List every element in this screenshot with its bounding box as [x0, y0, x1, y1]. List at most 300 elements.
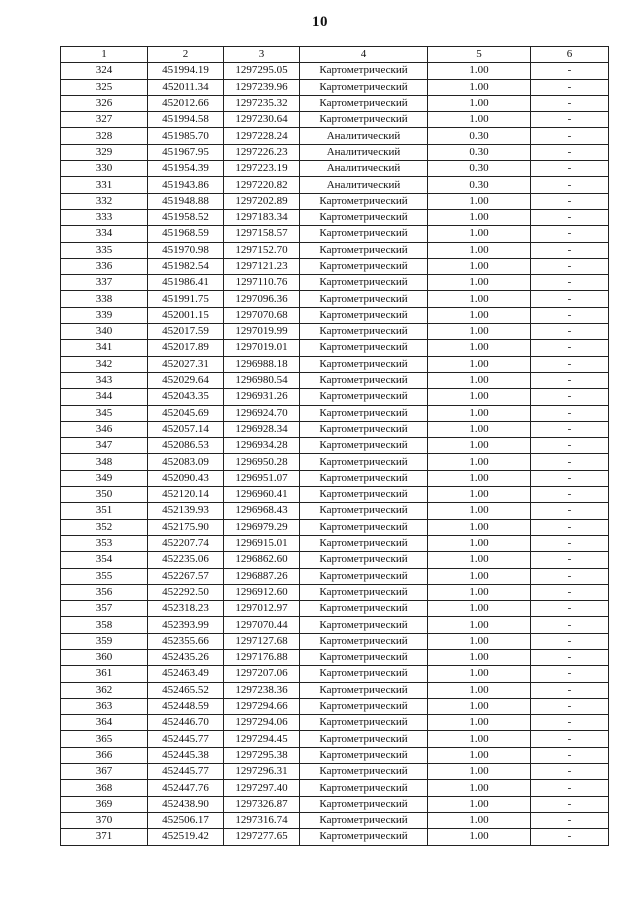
cell-point-number: 344	[61, 389, 148, 405]
cell-note: -	[531, 63, 609, 79]
cell-method: Картометрический	[300, 617, 428, 633]
cell-x-coordinate: 452448.59	[148, 698, 224, 714]
cell-y-coordinate: 1297183.34	[224, 209, 300, 225]
table-row	[61, 780, 609, 796]
cell-point-number: 336	[61, 258, 148, 274]
table-row	[61, 535, 609, 551]
cell-accuracy: 0.30	[428, 144, 531, 160]
cell-point-number: 325	[61, 79, 148, 95]
cell-y-coordinate: 1296968.43	[224, 503, 300, 519]
table-body	[61, 63, 609, 845]
cell-note: -	[531, 307, 609, 323]
cell-method: Картометрический	[300, 242, 428, 258]
cell-accuracy: 1.00	[428, 193, 531, 209]
cell-note: -	[531, 95, 609, 111]
cell-method: Картометрический	[300, 226, 428, 242]
cell-point-number: 368	[61, 780, 148, 796]
cell-method: Картометрический	[300, 340, 428, 356]
coordinates-table	[60, 46, 609, 846]
cell-note: -	[531, 666, 609, 682]
cell-note: -	[531, 209, 609, 225]
cell-x-coordinate: 452393.99	[148, 617, 224, 633]
cell-accuracy: 1.00	[428, 209, 531, 225]
cell-x-coordinate: 451991.75	[148, 291, 224, 307]
cell-x-coordinate: 451986.41	[148, 275, 224, 291]
cell-point-number: 357	[61, 601, 148, 617]
cell-method: Картометрический	[300, 63, 428, 79]
cell-y-coordinate: 1296979.29	[224, 519, 300, 535]
cell-x-coordinate: 451967.95	[148, 144, 224, 160]
cell-y-coordinate: 1297096.36	[224, 291, 300, 307]
cell-x-coordinate: 452355.66	[148, 633, 224, 649]
table-row	[61, 372, 609, 388]
cell-note: -	[531, 487, 609, 503]
cell-accuracy: 1.00	[428, 812, 531, 828]
cell-point-number: 328	[61, 128, 148, 144]
cell-note: -	[531, 389, 609, 405]
cell-method: Картометрический	[300, 552, 428, 568]
cell-note: -	[531, 796, 609, 812]
cell-x-coordinate: 452083.09	[148, 454, 224, 470]
cell-y-coordinate: 1297176.88	[224, 649, 300, 665]
cell-point-number: 361	[61, 666, 148, 682]
cell-accuracy: 1.00	[428, 617, 531, 633]
table-row	[61, 193, 609, 209]
cell-point-number: 327	[61, 112, 148, 128]
table-row	[61, 617, 609, 633]
cell-note: -	[531, 780, 609, 796]
cell-accuracy: 1.00	[428, 487, 531, 503]
cell-accuracy: 1.00	[428, 95, 531, 111]
cell-point-number: 360	[61, 649, 148, 665]
cell-x-coordinate: 452012.66	[148, 95, 224, 111]
cell-x-coordinate: 452017.89	[148, 340, 224, 356]
cell-y-coordinate: 1297296.31	[224, 764, 300, 780]
cell-accuracy: 1.00	[428, 405, 531, 421]
cell-accuracy: 1.00	[428, 258, 531, 274]
cell-note: -	[531, 584, 609, 600]
cell-point-number: 334	[61, 226, 148, 242]
cell-note: -	[531, 438, 609, 454]
cell-method: Картометрический	[300, 796, 428, 812]
cell-y-coordinate: 1296931.26	[224, 389, 300, 405]
cell-method: Картометрический	[300, 209, 428, 225]
cell-x-coordinate: 452445.77	[148, 731, 224, 747]
cell-point-number: 366	[61, 747, 148, 763]
table-row	[61, 307, 609, 323]
cell-x-coordinate: 451994.58	[148, 112, 224, 128]
cell-note: -	[531, 682, 609, 698]
cell-point-number: 337	[61, 275, 148, 291]
cell-method: Картометрический	[300, 470, 428, 486]
cell-y-coordinate: 1297158.57	[224, 226, 300, 242]
cell-accuracy: 1.00	[428, 698, 531, 714]
cell-x-coordinate: 451982.54	[148, 258, 224, 274]
cell-point-number: 362	[61, 682, 148, 698]
table-row	[61, 649, 609, 665]
cell-y-coordinate: 1297121.23	[224, 258, 300, 274]
cell-note: -	[531, 421, 609, 437]
cell-method: Картометрический	[300, 275, 428, 291]
cell-note: -	[531, 552, 609, 568]
cell-method: Картометрический	[300, 535, 428, 551]
table-row	[61, 405, 609, 421]
cell-method: Картометрический	[300, 307, 428, 323]
cell-y-coordinate: 1297294.45	[224, 731, 300, 747]
cell-y-coordinate: 1296928.34	[224, 421, 300, 437]
cell-accuracy: 1.00	[428, 242, 531, 258]
cell-x-coordinate: 452045.69	[148, 405, 224, 421]
cell-y-coordinate: 1297152.70	[224, 242, 300, 258]
cell-point-number: 356	[61, 584, 148, 600]
cell-y-coordinate: 1297226.23	[224, 144, 300, 160]
cell-y-coordinate: 1296988.18	[224, 356, 300, 372]
cell-accuracy: 1.00	[428, 829, 531, 845]
cell-method: Картометрический	[300, 764, 428, 780]
cell-x-coordinate: 452207.74	[148, 535, 224, 551]
cell-accuracy: 1.00	[428, 519, 531, 535]
cell-note: -	[531, 405, 609, 421]
column-header-2: 2	[148, 47, 224, 63]
cell-accuracy: 1.00	[428, 438, 531, 454]
cell-method: Картометрический	[300, 291, 428, 307]
cell-point-number: 349	[61, 470, 148, 486]
cell-point-number: 338	[61, 291, 148, 307]
cell-y-coordinate: 1297223.19	[224, 161, 300, 177]
cell-accuracy: 1.00	[428, 649, 531, 665]
cell-point-number: 345	[61, 405, 148, 421]
cell-point-number: 335	[61, 242, 148, 258]
cell-point-number: 359	[61, 633, 148, 649]
cell-point-number: 333	[61, 209, 148, 225]
cell-note: -	[531, 731, 609, 747]
cell-y-coordinate: 1297202.89	[224, 193, 300, 209]
cell-method: Картометрический	[300, 747, 428, 763]
cell-method: Картометрический	[300, 633, 428, 649]
column-header-4: 4	[300, 47, 428, 63]
cell-y-coordinate: 1297295.05	[224, 63, 300, 79]
cell-accuracy: 1.00	[428, 535, 531, 551]
cell-accuracy: 1.00	[428, 421, 531, 437]
cell-accuracy: 1.00	[428, 470, 531, 486]
cell-point-number: 329	[61, 144, 148, 160]
cell-point-number: 365	[61, 731, 148, 747]
cell-note: -	[531, 568, 609, 584]
table-row	[61, 389, 609, 405]
cell-note: -	[531, 242, 609, 258]
cell-x-coordinate: 451958.52	[148, 209, 224, 225]
cell-method: Картометрический	[300, 682, 428, 698]
header-row	[61, 47, 609, 63]
cell-accuracy: 1.00	[428, 731, 531, 747]
table-row	[61, 112, 609, 128]
cell-y-coordinate: 1297070.68	[224, 307, 300, 323]
cell-note: -	[531, 535, 609, 551]
cell-method: Картометрический	[300, 584, 428, 600]
cell-note: -	[531, 356, 609, 372]
cell-note: -	[531, 324, 609, 340]
cell-method: Картометрический	[300, 519, 428, 535]
cell-accuracy: 1.00	[428, 552, 531, 568]
cell-method: Картометрический	[300, 193, 428, 209]
cell-method: Картометрический	[300, 731, 428, 747]
cell-point-number: 346	[61, 421, 148, 437]
cell-accuracy: 1.00	[428, 372, 531, 388]
cell-method: Картометрический	[300, 356, 428, 372]
cell-note: -	[531, 79, 609, 95]
cell-point-number: 369	[61, 796, 148, 812]
cell-point-number: 363	[61, 698, 148, 714]
cell-y-coordinate: 1297297.40	[224, 780, 300, 796]
table-row	[61, 715, 609, 731]
table-row	[61, 340, 609, 356]
cell-point-number: 342	[61, 356, 148, 372]
cell-note: -	[531, 617, 609, 633]
cell-note: -	[531, 226, 609, 242]
cell-y-coordinate: 1297238.36	[224, 682, 300, 698]
table-row	[61, 584, 609, 600]
cell-note: -	[531, 177, 609, 193]
cell-method: Картометрический	[300, 95, 428, 111]
cell-y-coordinate: 1297326.87	[224, 796, 300, 812]
cell-x-coordinate: 452463.49	[148, 666, 224, 682]
cell-point-number: 354	[61, 552, 148, 568]
cell-point-number: 355	[61, 568, 148, 584]
cell-y-coordinate: 1297239.96	[224, 79, 300, 95]
cell-method: Картометрический	[300, 780, 428, 796]
cell-method: Картометрический	[300, 421, 428, 437]
cell-note: -	[531, 829, 609, 845]
cell-note: -	[531, 112, 609, 128]
cell-y-coordinate: 1297277.65	[224, 829, 300, 845]
column-header-1: 1	[61, 47, 148, 63]
table-row	[61, 698, 609, 714]
cell-y-coordinate: 1296950.28	[224, 454, 300, 470]
table-row	[61, 519, 609, 535]
table-row	[61, 568, 609, 584]
cell-note: -	[531, 470, 609, 486]
column-header-6: 6	[531, 47, 609, 63]
cell-accuracy: 1.00	[428, 747, 531, 763]
cell-method: Картометрический	[300, 503, 428, 519]
cell-y-coordinate: 1297070.44	[224, 617, 300, 633]
cell-x-coordinate: 451994.19	[148, 63, 224, 79]
cell-accuracy: 1.00	[428, 226, 531, 242]
cell-accuracy: 1.00	[428, 291, 531, 307]
cell-method: Картометрический	[300, 438, 428, 454]
table-row	[61, 177, 609, 193]
cell-point-number: 350	[61, 487, 148, 503]
cell-x-coordinate: 452017.59	[148, 324, 224, 340]
table-row	[61, 601, 609, 617]
cell-x-coordinate: 452447.76	[148, 780, 224, 796]
cell-y-coordinate: 1296915.01	[224, 535, 300, 551]
cell-method: Картометрический	[300, 454, 428, 470]
cell-x-coordinate: 452318.23	[148, 601, 224, 617]
table-row	[61, 226, 609, 242]
cell-method: Аналитический	[300, 128, 428, 144]
cell-x-coordinate: 452445.77	[148, 764, 224, 780]
table-row	[61, 731, 609, 747]
cell-x-coordinate: 452001.15	[148, 307, 224, 323]
cell-y-coordinate: 1297228.24	[224, 128, 300, 144]
cell-x-coordinate: 452519.42	[148, 829, 224, 845]
cell-point-number: 352	[61, 519, 148, 535]
table-row	[61, 796, 609, 812]
cell-accuracy: 1.00	[428, 764, 531, 780]
cell-y-coordinate: 1296951.07	[224, 470, 300, 486]
table-row	[61, 454, 609, 470]
table-row	[61, 438, 609, 454]
cell-note: -	[531, 519, 609, 535]
table-row	[61, 812, 609, 828]
cell-point-number: 341	[61, 340, 148, 356]
cell-y-coordinate: 1296912.60	[224, 584, 300, 600]
cell-y-coordinate: 1297220.82	[224, 177, 300, 193]
cell-y-coordinate: 1297110.76	[224, 275, 300, 291]
cell-accuracy: 1.00	[428, 568, 531, 584]
table-row	[61, 552, 609, 568]
cell-method: Картометрический	[300, 568, 428, 584]
cell-method: Картометрический	[300, 389, 428, 405]
table-row	[61, 682, 609, 698]
cell-method: Картометрический	[300, 829, 428, 845]
cell-x-coordinate: 452011.34	[148, 79, 224, 95]
cell-note: -	[531, 275, 609, 291]
cell-x-coordinate: 452175.90	[148, 519, 224, 535]
table-row	[61, 79, 609, 95]
cell-method: Картометрический	[300, 405, 428, 421]
cell-note: -	[531, 601, 609, 617]
cell-x-coordinate: 452235.06	[148, 552, 224, 568]
table-row	[61, 829, 609, 845]
cell-y-coordinate: 1297230.64	[224, 112, 300, 128]
cell-note: -	[531, 128, 609, 144]
cell-x-coordinate: 451948.88	[148, 193, 224, 209]
cell-note: -	[531, 812, 609, 828]
cell-point-number: 370	[61, 812, 148, 828]
table-row	[61, 666, 609, 682]
table-row	[61, 144, 609, 160]
cell-method: Картометрический	[300, 372, 428, 388]
cell-note: -	[531, 454, 609, 470]
cell-accuracy: 1.00	[428, 307, 531, 323]
table-row	[61, 95, 609, 111]
cell-x-coordinate: 452029.64	[148, 372, 224, 388]
cell-x-coordinate: 452120.14	[148, 487, 224, 503]
table-row	[61, 275, 609, 291]
cell-accuracy: 1.00	[428, 715, 531, 731]
cell-method: Картометрический	[300, 812, 428, 828]
column-header-3: 3	[224, 47, 300, 63]
cell-accuracy: 1.00	[428, 324, 531, 340]
table-row	[61, 747, 609, 763]
cell-point-number: 332	[61, 193, 148, 209]
cell-point-number: 343	[61, 372, 148, 388]
cell-note: -	[531, 372, 609, 388]
table-row	[61, 324, 609, 340]
table-row	[61, 503, 609, 519]
cell-y-coordinate: 1297012.97	[224, 601, 300, 617]
cell-note: -	[531, 161, 609, 177]
cell-x-coordinate: 452086.53	[148, 438, 224, 454]
table-header	[61, 47, 609, 63]
cell-accuracy: 1.00	[428, 503, 531, 519]
table-row	[61, 291, 609, 307]
cell-y-coordinate: 1297127.68	[224, 633, 300, 649]
cell-method: Картометрический	[300, 258, 428, 274]
cell-method: Картометрический	[300, 112, 428, 128]
cell-note: -	[531, 764, 609, 780]
cell-point-number: 347	[61, 438, 148, 454]
cell-accuracy: 0.30	[428, 177, 531, 193]
cell-method: Картометрический	[300, 324, 428, 340]
cell-point-number: 351	[61, 503, 148, 519]
cell-y-coordinate: 1296862.60	[224, 552, 300, 568]
cell-method: Картометрический	[300, 715, 428, 731]
cell-method: Картометрический	[300, 666, 428, 682]
cell-x-coordinate: 452506.17	[148, 812, 224, 828]
cell-x-coordinate: 451985.70	[148, 128, 224, 144]
cell-point-number: 348	[61, 454, 148, 470]
cell-note: -	[531, 503, 609, 519]
table-row	[61, 63, 609, 79]
cell-accuracy: 1.00	[428, 633, 531, 649]
cell-accuracy: 1.00	[428, 666, 531, 682]
cell-x-coordinate: 451954.39	[148, 161, 224, 177]
cell-x-coordinate: 452292.50	[148, 584, 224, 600]
cell-method: Картометрический	[300, 601, 428, 617]
cell-note: -	[531, 291, 609, 307]
table-row	[61, 242, 609, 258]
cell-accuracy: 1.00	[428, 63, 531, 79]
cell-point-number: 339	[61, 307, 148, 323]
cell-method: Аналитический	[300, 144, 428, 160]
cell-x-coordinate: 452465.52	[148, 682, 224, 698]
cell-y-coordinate: 1297019.01	[224, 340, 300, 356]
cell-y-coordinate: 1297294.06	[224, 715, 300, 731]
cell-point-number: 326	[61, 95, 148, 111]
table-row	[61, 128, 609, 144]
cell-accuracy: 1.00	[428, 112, 531, 128]
cell-x-coordinate: 452438.90	[148, 796, 224, 812]
cell-accuracy: 0.30	[428, 161, 531, 177]
cell-method: Картометрический	[300, 487, 428, 503]
cell-x-coordinate: 452435.26	[148, 649, 224, 665]
cell-method: Аналитический	[300, 177, 428, 193]
cell-point-number: 324	[61, 63, 148, 79]
cell-note: -	[531, 258, 609, 274]
cell-point-number: 331	[61, 177, 148, 193]
table-row	[61, 161, 609, 177]
cell-accuracy: 1.00	[428, 601, 531, 617]
cell-x-coordinate: 452027.31	[148, 356, 224, 372]
page-number: 10	[312, 14, 328, 30]
cell-accuracy: 1.00	[428, 682, 531, 698]
cell-note: -	[531, 698, 609, 714]
cell-note: -	[531, 193, 609, 209]
cell-y-coordinate: 1297019.99	[224, 324, 300, 340]
cell-y-coordinate: 1297294.66	[224, 698, 300, 714]
cell-x-coordinate: 452267.57	[148, 568, 224, 584]
cell-x-coordinate: 451943.86	[148, 177, 224, 193]
cell-y-coordinate: 1296934.28	[224, 438, 300, 454]
cell-method: Картометрический	[300, 698, 428, 714]
table-row	[61, 356, 609, 372]
cell-accuracy: 1.00	[428, 340, 531, 356]
column-header-5: 5	[428, 47, 531, 63]
cell-point-number: 371	[61, 829, 148, 845]
